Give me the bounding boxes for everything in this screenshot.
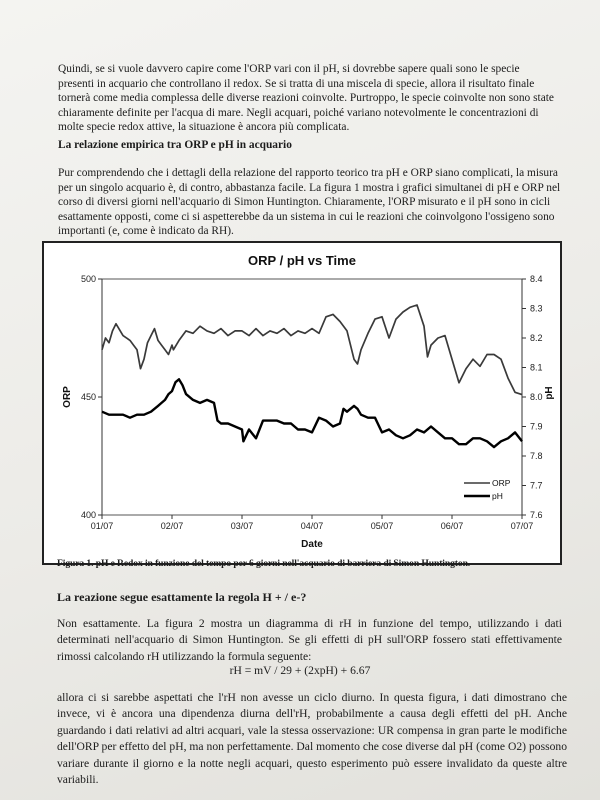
chart-title: ORP / pH vs Time bbox=[248, 253, 356, 268]
y-tick-label: 450 bbox=[80, 392, 96, 402]
y2-tick-label: 8.4 bbox=[530, 274, 543, 284]
figure-1-chart bbox=[42, 241, 562, 565]
paragraph-measurement: Pur comprendendo che i dettagli della relazione del rapporto teorico tra pH e ORP siano complicati, la misura per un singolo acquario è, di contro, abbastanza facile. La figura 1 mostra i grafici simultanei di pH e ORP nel corso di diversi giorni nell'acquario di Simon Huntington. Chiaramente, l'ORP misurato e il pH sono in cicli esattamente opposti, come ci si aspetterebbe da un sistema in cui le reazioni che coinvolgono l'ossigeno sono importanti (e, come è indicato da RH). bbox=[58, 167, 561, 238]
y2-tick-label: 7.6 bbox=[530, 510, 543, 520]
y2-tick-label: 7.7 bbox=[530, 480, 543, 491]
x-axis-label-date: Date bbox=[301, 539, 323, 550]
y2-tick-label: 8.2 bbox=[530, 333, 543, 343]
x-tick-labels bbox=[91, 515, 534, 531]
orp-ph-chart bbox=[44, 243, 560, 563]
y2-tick-label: 7.8 bbox=[530, 451, 543, 461]
y-tick-label: 500 bbox=[80, 274, 96, 284]
x-tick-label: 06/07 bbox=[440, 521, 464, 531]
paragraph-conclusion: allora ci si sarebbe aspettati che l'rH non avesse un ciclo diurno. In questa figura, i dati dimostrano che invece, vi è ancora una dipendenza diurna dell'rH, probabilmente a causa degli effetti del pH. Anche guardando i dati relativi ad altri acquari, vale la stessa osservazione: UR compensa in gran parte le modifiche dell'ORP per effetto del pH, ma non perfettamente. Dal momento che cose diverse dal pH (come O2) possono variare durante il giorno e la notte negli acquari, questo esperimento può essere invalidato da queste altre variabili. bbox=[57, 691, 567, 787]
paragraph-intro: Quindi, se si vuole davvero capire come l'ORP vari con il pH, si dovrebbe sapere quali sono le specie presenti in acquario che controllano il redox. Se si tratta di una miscela di specie, allora il risultato finale tornerà come media complessa delle diverse reazioni coinvolte. Purtroppo, le specie coinvolte non sono state chiaramente definite per l'acqua di mare. Negli acquari, poiché variano notevolmente le concentrazioni di molte specie redox attive, la situazione è ancora più complicata. bbox=[58, 63, 554, 134]
figure-caption: Figura 1. pH e Redox in funzione del tempo per 6 giorni nell'acquario di barriera di Simon Huntington. bbox=[57, 558, 471, 569]
x-tick-label: 02/07 bbox=[160, 521, 184, 531]
y2-tick-label: 8.0 bbox=[530, 392, 543, 402]
section-heading-rule: La reazione segue esattamente la regola H + / e-? bbox=[57, 590, 307, 604]
x-tick-label: 05/07 bbox=[370, 521, 394, 531]
y2-tick-labels bbox=[522, 274, 543, 520]
y2-tick-label: 8.3 bbox=[530, 303, 543, 314]
y-tick-labels bbox=[81, 274, 102, 520]
x-tick-label: 04/07 bbox=[300, 521, 324, 531]
plot-area bbox=[102, 279, 522, 515]
paragraph-rh-intro: Non esattamente. La figura 2 mostra un diagramma di rH in funzione del tempo, utilizzando i dati determinati nell'acquario di Simon Huntington. Se gli effetti di pH sull'ORP fossero stati effettivamente rimossi calcolando rH utilizzando la formula seguente: bbox=[57, 617, 562, 663]
y2-tick-label: 7.9 bbox=[530, 421, 543, 432]
x-tick-label: 03/07 bbox=[230, 521, 254, 531]
y2-tick-label: 8.1 bbox=[530, 362, 543, 373]
y2-axis-label-ph: pH bbox=[544, 386, 555, 400]
y-tick-label: 400 bbox=[80, 510, 96, 520]
x-tick-label: 01/07 bbox=[90, 521, 114, 531]
y-axis-label-orp: ORP bbox=[62, 386, 73, 408]
x-tick-label: 07/07 bbox=[510, 521, 534, 531]
rh-formula: rH = mV / 29 + (2xpH) + 6.67 bbox=[229, 664, 371, 677]
legend-orp-label: ORP bbox=[492, 478, 511, 488]
section-heading-empirical: La relazione empirica tra ORP e pH in acquario bbox=[58, 139, 292, 151]
legend-ph-label: pH bbox=[492, 491, 503, 501]
